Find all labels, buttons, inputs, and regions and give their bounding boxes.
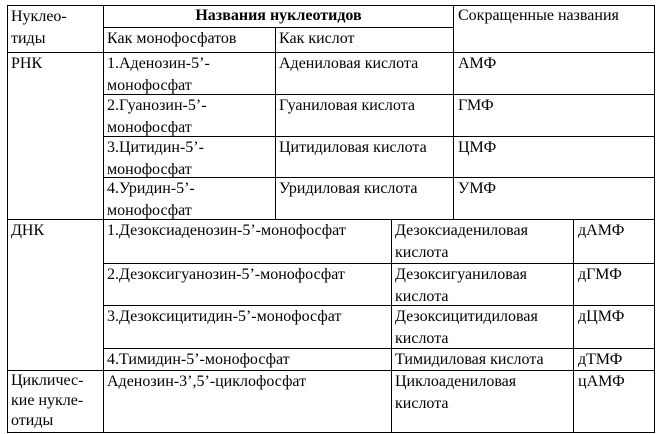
dna-short-name: дТМФ xyxy=(578,351,623,368)
mono-name-line1: 3.Цитидин-5’- xyxy=(107,139,204,156)
dna-short-name: дАМФ xyxy=(578,222,625,239)
cyclic-label xyxy=(8,371,103,431)
table-row-rna-mono xyxy=(104,178,275,222)
table-row-dna-acid xyxy=(392,264,573,308)
header-as-acids: Как кислот xyxy=(279,30,355,47)
acid-name-line2: кислота xyxy=(395,330,449,347)
rna-short-name: ГМФ xyxy=(458,97,494,114)
dna-mono-name: 4.Тимидин-5’-монофосфат xyxy=(107,351,290,368)
cyclic-label-line2: кие нукле- xyxy=(11,392,84,409)
acid-name-line1: Дезоксиадениловая xyxy=(395,222,528,239)
mono-name-line1: 4.Уридин-5’- xyxy=(107,180,195,197)
rna-short-name: УМФ xyxy=(458,180,496,197)
mono-name-line1: 1.Аденозин-5’- xyxy=(107,55,210,72)
rna-acid-name: Цитидиловая кислота xyxy=(279,139,427,156)
table-row-rna-mono xyxy=(104,53,275,97)
mono-name-line2: монофосфат xyxy=(107,77,192,94)
acid-name-line1: Дезоксицитидиловая xyxy=(395,308,538,325)
rna-acid-name: Уридиловая кислота xyxy=(279,180,418,197)
rna-short-name: АМФ xyxy=(458,55,497,72)
table-row-dna-acid xyxy=(392,220,573,264)
rna-short-name: ЦМФ xyxy=(458,139,497,156)
mono-name-line2: монофосфат xyxy=(107,202,192,219)
dna-short-name: дГМФ xyxy=(578,266,622,283)
rna-acid-name: Адениловая кислота xyxy=(279,55,419,72)
mono-name-line2: монофосфат xyxy=(107,161,192,178)
cyclic-label-line3: отиды xyxy=(11,412,54,429)
mono-name-line2: монофосфат xyxy=(107,119,192,136)
mono-name-line1: 2.Гуанозин-5’- xyxy=(107,97,207,114)
dna-label: ДНК xyxy=(11,222,45,239)
acid-name-line1: Циклоадениловая xyxy=(395,373,517,390)
header-nucleotides xyxy=(8,6,103,50)
dna-mono-name: 1.Дезоксиаденозин-5’-монофосфат xyxy=(107,222,346,239)
cyclic-label-line1: Цикличес- xyxy=(11,372,84,389)
table-border-right xyxy=(654,5,655,433)
header-as-monophosphates: Как монофосфатов xyxy=(107,30,237,47)
rna-acid-name: Гуаниловая кислота xyxy=(279,97,415,114)
dna-mono-name: 2.Дезоксигуанозин-5’-монофосфат xyxy=(107,266,345,283)
header-short-names: Сокращенные названия xyxy=(458,7,619,24)
table-row-dna-acid xyxy=(392,306,573,350)
table-row-rna-mono xyxy=(104,137,275,181)
acid-name-line2: кислота xyxy=(395,288,449,305)
cyclic-acid-name xyxy=(392,371,573,415)
cyclic-mono-name: Аденозин-3’,5’-циклофосфат xyxy=(107,373,307,390)
col-divider-short xyxy=(453,5,454,220)
header-group-title: Названия нуклеотидов xyxy=(195,7,362,24)
table-border-bottom xyxy=(7,432,655,433)
col-divider-dna-short xyxy=(573,219,574,433)
dna-mono-name: 3.Дезоксицитидин-5’-монофосфат xyxy=(107,308,342,325)
acid-name-line2: кислота xyxy=(395,395,449,412)
cyclic-short-name: цАМФ xyxy=(578,373,625,390)
rna-label: РНК xyxy=(11,55,43,72)
dna-acid-name: Тимидиловая кислота xyxy=(395,351,544,368)
header-nucleotides-line1: Нуклео- xyxy=(11,8,67,25)
acid-name-line2: кислота xyxy=(395,244,449,261)
header-nucleotides-line2: тиды xyxy=(11,30,46,47)
table-row-rna-mono xyxy=(104,95,275,139)
dna-short-name: дЦМФ xyxy=(578,308,625,325)
acid-name-line1: Дезоксигуаниловая xyxy=(395,266,528,283)
